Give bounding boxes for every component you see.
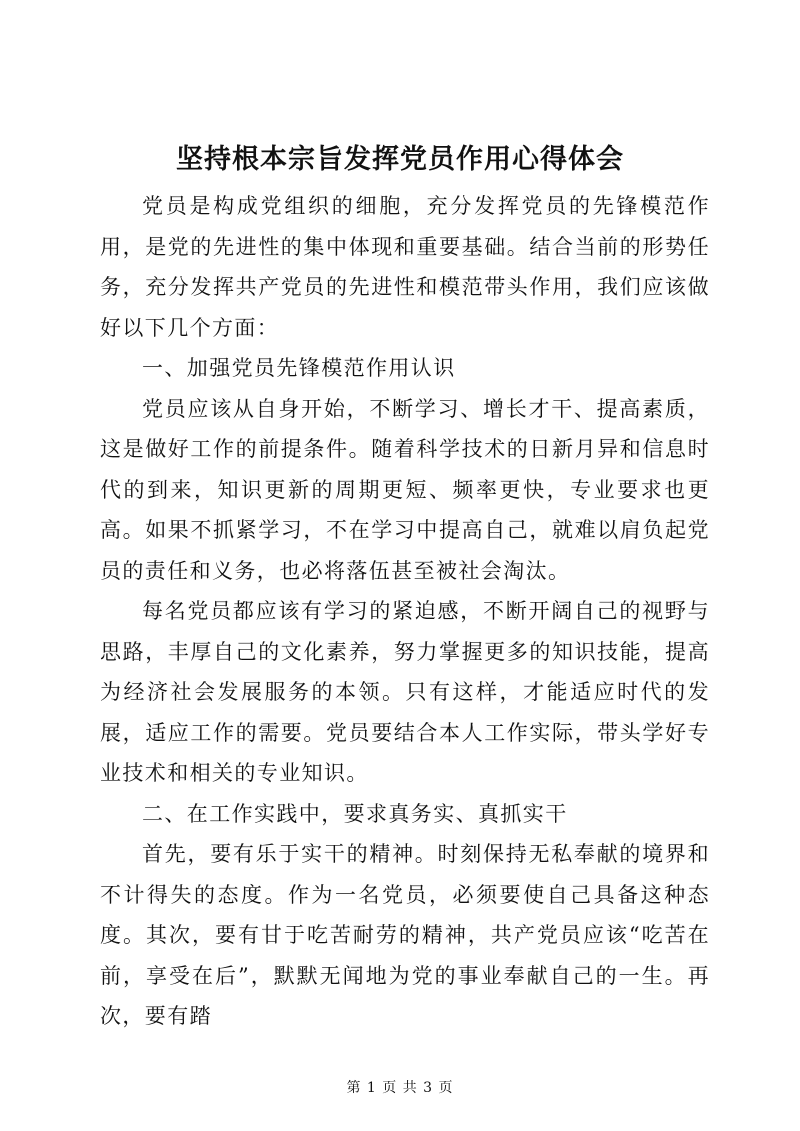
section-heading-2: 二、在工作实践中，要求真务实、真抓实干: [142, 801, 568, 826]
page-footer: 第 1 页 共 3 页: [346, 1080, 454, 1096]
paragraph-intro: 党员是构成党组织的细胞，充分发挥党员的先锋模范作用，是党的先进性的集中体现和重要基础。结合当前的形势任务，充分发挥共产党员的先进性和模范带头作用，我们应该做好以下几个方面：: [100, 194, 710, 340]
paragraph-section2-a: 首先，要有乐于实干的精神。时刻保持无私奉献的境界和不计得失的态度。作为一名党员，必须要使自己具备这种态度。其次，要有甘于吃苦耐劳的精神，共产党员应该“吃苦在前，享受在后”，默默无闻地为党的事业奉献自己的一生。再次，要有踏: [100, 842, 710, 1028]
paragraph-section1-a: 党员应该从自身开始，不断学习、增长才干、提高素质，这是做好工作的前提条件。随着科学技术的日新月异和信息时代的到来，知识更新的周期更短、频率更快，专业要求也更高。如果不抓紧学习，不在学习中提高自己，就难以肩负起党员的责任和义务，也必将落伍甚至被社会淘汰。: [100, 396, 710, 583]
document-body: [100, 186, 710, 1037]
section-heading-1: 一、加强党员先锋模范作用认识: [142, 356, 456, 380]
paragraph-section1-b: 每名党员都应该有学习的紧迫感，不断开阔自己的视野与思路，丰厚自己的文化素养，努力掌握更多的知识技能，提高为经济社会发展服务的本领。只有这样，才能适应时代的发展，适应工作的需要。党员要结合本人工作实际，带头学好专业技术和相关的专业知识。: [100, 599, 710, 785]
document-title: 坚持根本宗旨发挥党员作用心得体会: [176, 144, 624, 175]
